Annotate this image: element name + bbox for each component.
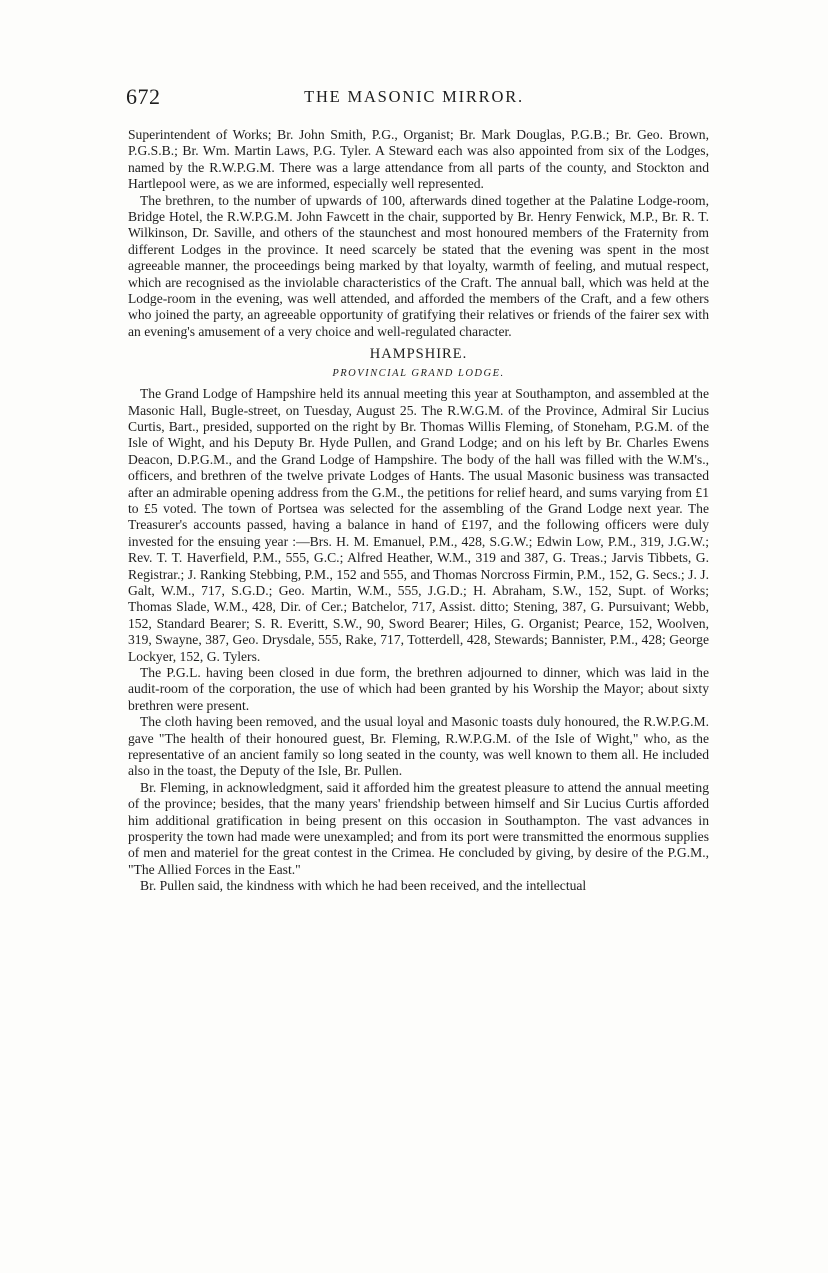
paragraph: Br. Fleming, in acknowledgment, said it afforded him the greatest pleasure to attend the annual meeting of the province; besides, that the many years' friendship between himself and Sir Lucius Curtis afforded him additional gratification in being present on this occasion in Southampton. The vast advances in prosperity the town had made were unexampled; and from its port were transmitted the enormous supplies of men and materiel for the great contest in the Crimea. He concluded by giving, by desire of the P.G.M., "The Allied Forces in the East." [128, 779, 709, 877]
section-subtitle: PROVINCIAL GRAND LODGE. [332, 367, 505, 379]
page-header [112, 84, 716, 112]
paragraph: The brethren, to the number of upwards of 100, afterwards dined together at the Palatine Lodge-room, Bridge Hotel, the R.W.P.G.M. John Fawcett in the chair, supported by Br. Henry Fenwick, M.P., Br. R. T. Wilkinson, Dr. Saville, and others of the staunchest and most honoured members of the Fraternity from different Lodges in the province. It need scarcely be stated that the evening was spent in the most agreeable manner, the proceedings being marked by that loyalty, warmth of feeling, and mutual respect, which are recognised as the inviolable characteristics of the Craft. The annual ball, which was held at the Lodge-room in the evening, was well attended, and afforded the members of the Craft, and a few others who joined the party, an agreeable opportunity of gratifying their relatives or friends of the fairer sex with an evening's amusement of a very choice and well-regulated character. [128, 192, 709, 339]
paragraph: The cloth having been removed, and the usual loyal and Masonic toasts duly honoured, the R.W.P.G.M. gave "The health of their honoured guest, Br. Fleming, R.W.P.G.M. of the Isle of Wight," who, as the representative of an ancient family so long seated in the county, was well known to them all. He included also in the toast, the Deputy of the Isle, Br. Pullen. [128, 714, 709, 779]
paragraph: The Grand Lodge of Hampshire held its annual meeting this year at Southampton, and assembled at the Masonic Hall, Bugle-street, on Tuesday, August 25. The R.W.G.M. of the Province, Admiral Sir Lucius Curtis, Bart., presided, supported on the right by Br. Thomas Willis Fleming, of Stoneham, P.G.M. of the Isle of Wight, and his Deputy Br. Hyde Pullen, and Grand Lodge; and on his left by Br. Charles Ewens Deacon, D.P.G.M., and the Grand Lodge of Hampshire. The body of the hall was filled with the W.M's., officers, and brethren of the twelve private Lodges of Hants. The usual Masonic business was transacted after an admirable opening address from the G.M., the petitions for relief heard, and sums varying from £1 to £5 voted. The town of Portsea was selected for the assembling of the Grand Lodge next year. The Treasurer's accounts passed, having a balance in hand of £197, and the following officers were duly invested for the ensuing year :—Brs. H. M. Emanuel, P.M., 428, S.G.W.; Edwin Low, P.M., 319, J.G.W.; Rev. T. T. Haverfield, P.M., 555, G.C.; Alfred Heather, W.M., 319 and 387, G. Treas.; Jarvis Tibbets, G. Registrar.; J. Ranking Stebbing, P.M., 152 and 555, and Thomas Norcross Firmin, P.M., 152, G. Secs.; J. J. Galt, W.M., 717, S.G.D.; Geo. Martin, W.M., 555, J.G.D.; H. Abraham, S.W., 152, Supt. of Works; Thomas Slade, W.M., 428, Dir. of Cer.; Batchelor, 717, Assist. ditto; Stening, 387, G. Pursuivant; Webb, 152, Standard Bearer; S. R. Everitt, S.W., 90, Sword Bearer; Hiles, G. Organist; Pearce, 152, Woolven, 319, Swayne, 387, Geo. Drysdale, 555, Rake, 717, Totterdell, 428, Stewards; Bannister, P.M., 428; George Lockyer, 152, G. Tylers. [128, 386, 709, 664]
article-body [128, 127, 709, 895]
running-head: THE MASONIC MIRROR. [304, 87, 524, 106]
paragraph: The P.G.L. having been closed in due form, the brethren adjourned to dinner, which was laid in the audit-room of the corporation, the use of which had been granted by his Worship the Mayor; about sixty brethren were present. [128, 665, 709, 713]
section-title: HAMPSHIRE. [369, 346, 468, 363]
page-number: 672 [126, 84, 161, 109]
paragraph: Superintendent of Works; Br. John Smith, P.G., Organist; Br. Mark Douglas, P.G.B.; Br. Geo. Brown, P.G.S.B.; Br. Wm. Martin Laws, P.G. Tyler. A Steward each was also appointed from six of the Lodges, named by the R.W.P.G.M. There was a large attendance from all parts of the county, and Stockton and Hartlepool were, as we are informed, especially well represented. [128, 127, 709, 192]
paragraph: Br. Pullen said, the kindness with which he had been received, and the intellectual [140, 878, 587, 894]
